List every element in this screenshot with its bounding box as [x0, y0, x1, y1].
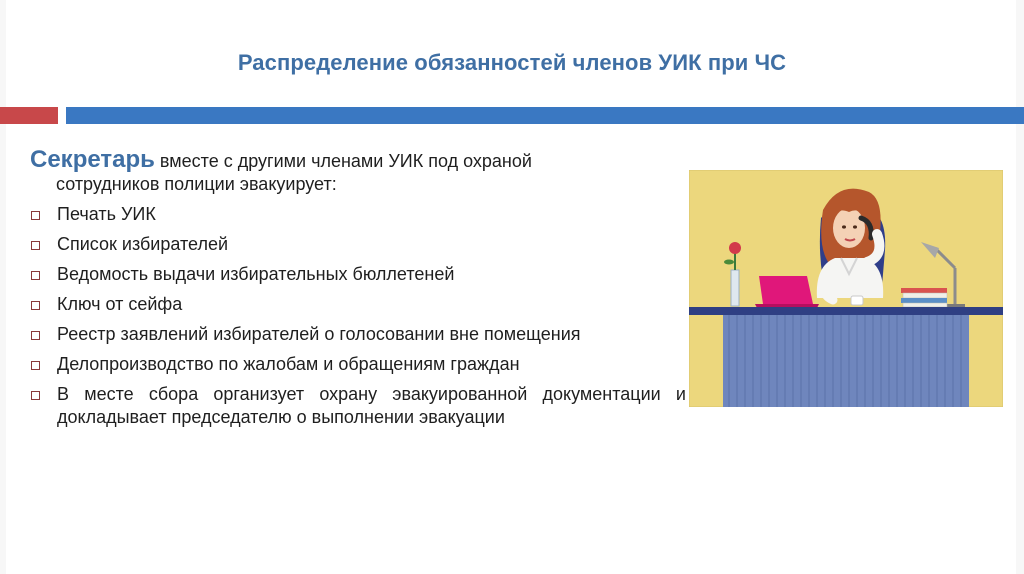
- list-item-text: Реестр заявлений избирателей о голосовании вне помещения: [57, 324, 581, 344]
- list-item: [30, 293, 686, 316]
- list-item-text: Печать УИК: [57, 204, 156, 224]
- list-item-text: Ключ от сейфа: [57, 294, 183, 314]
- intro-text-line1: вместе с другими членами УИК под охраной: [154, 151, 532, 171]
- title-accent-bar-red: [0, 107, 58, 124]
- list-item-text: Ведомость выдачи избирательных бюллетеней: [57, 264, 455, 284]
- square-bullet-icon: [31, 241, 40, 250]
- intro-lead-word: Секретарь: [30, 146, 155, 173]
- slide-frame-right: [1016, 0, 1024, 574]
- title-accent-bar-blue: [66, 107, 1024, 124]
- intro-text-line2: сотрудников полиции эвакуирует:: [56, 174, 337, 194]
- square-bullet-icon: [31, 361, 40, 370]
- square-bullet-icon: [31, 271, 40, 280]
- list-item: [30, 353, 686, 376]
- slide-title: Распределение обязанностей членов УИК при ЧС: [237, 50, 787, 75]
- square-bullet-icon: [31, 211, 40, 220]
- list-item: [30, 323, 686, 346]
- secretary-at-desk-illustration: [689, 170, 1003, 407]
- square-bullet-icon: [31, 301, 40, 310]
- square-bullet-icon: [31, 391, 40, 400]
- list-item: [30, 203, 686, 226]
- list-item-text: Делопроизводство по жалобам и обращениям граждан: [57, 354, 520, 374]
- list-item-text: Список избирателей: [57, 234, 229, 254]
- square-bullet-icon: [31, 331, 40, 340]
- list-item: [30, 263, 686, 286]
- list-item: [30, 383, 686, 429]
- slide-body: [30, 148, 686, 429]
- intro-paragraph: [30, 148, 686, 196]
- list-item: [30, 233, 686, 256]
- list-item-text: В месте сбора организует охрану эвакуированной документации и докладывает председателю о выполнении эвакуации: [57, 384, 686, 427]
- slide-frame-left: [0, 0, 6, 574]
